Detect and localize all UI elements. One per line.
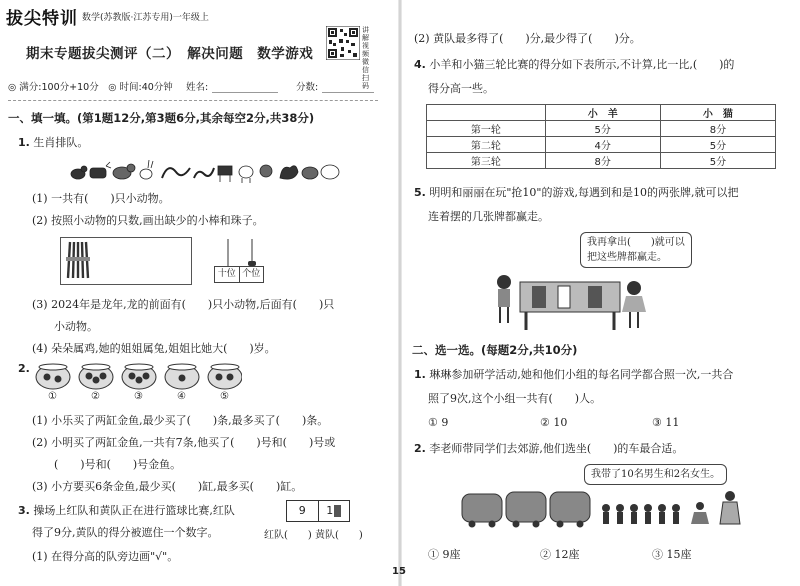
qr-label: 讲解视频 微信扫码 bbox=[362, 26, 369, 90]
tank-label-4: ④ bbox=[177, 391, 186, 402]
c2-line1: 李老师带同学们去郊游,他们选坐( )的车最合适。 bbox=[429, 442, 684, 455]
score-table-header bbox=[427, 105, 776, 121]
fish-tank-3-icon bbox=[122, 364, 156, 389]
c1-option-3[interactable]: ③ 11 bbox=[652, 416, 680, 429]
section-2-heading: 二、选一选。(每题2分,共10分) bbox=[412, 343, 578, 357]
abacus-tens-label: 十位 bbox=[215, 267, 240, 282]
children-icon bbox=[602, 502, 709, 524]
dragon-icon bbox=[162, 168, 190, 178]
q5-line2: 连着摆的几张牌都赢走。 bbox=[428, 210, 549, 223]
q1-part3-line1: (3) 2024年是龙年,龙的前面有( )只小动物,后面有( )只 bbox=[32, 298, 335, 311]
q3-number: 3. bbox=[18, 504, 30, 517]
teacher-icon bbox=[720, 491, 740, 524]
sticks-box bbox=[60, 237, 192, 285]
yellow-team-score: 1 bbox=[326, 504, 334, 517]
bus-9-seat-icon bbox=[462, 494, 502, 527]
score-field[interactable] bbox=[322, 92, 374, 93]
q5-number: 5. bbox=[414, 186, 426, 199]
q3-line1: 操场上红队和黄队正在进行篮球比赛,红队 bbox=[33, 504, 235, 517]
c2-option-2[interactable]: ② 12座 bbox=[540, 548, 580, 561]
q2-part2-line2: ( )号和( )号金鱼。 bbox=[54, 458, 182, 471]
bus-15-seat-icon bbox=[550, 492, 590, 527]
c1-number: 1. bbox=[414, 368, 426, 381]
page-fold bbox=[398, 0, 402, 586]
q1-number: 1. bbox=[18, 136, 30, 149]
cat-score: 8分 bbox=[660, 121, 775, 137]
covered-digit-icon bbox=[334, 505, 341, 517]
c1-option-1[interactable]: ① 9 bbox=[428, 416, 449, 429]
c2-number: 2. bbox=[414, 442, 426, 455]
ox-icon bbox=[90, 162, 111, 178]
score-label: 分数: bbox=[296, 82, 319, 93]
tank-label-5: ⑤ bbox=[220, 391, 229, 402]
name-label: 姓名: bbox=[186, 82, 209, 93]
q4-line1: 小羊和小猫三轮比赛的得分如下表所示,不计算,比一比,( )的 bbox=[429, 58, 735, 71]
q1-stem: 生肖排队。 bbox=[33, 136, 89, 149]
c2-speech-bubble: 我带了10名男生和2名女生。 bbox=[584, 464, 727, 485]
abacus[interactable] bbox=[214, 237, 264, 283]
table-row bbox=[427, 121, 776, 137]
goat-score: 8分 bbox=[545, 153, 660, 169]
q3-part2: (2) 黄队最多得了( )分,最少得了( )分。 bbox=[414, 32, 641, 45]
brand-logo: 拔尖特训 bbox=[6, 9, 78, 29]
left-page bbox=[0, 0, 396, 586]
boy-icon bbox=[497, 275, 511, 323]
score-table-head-empty bbox=[427, 105, 546, 121]
page-number: 15 bbox=[392, 566, 406, 577]
pig-icon bbox=[321, 165, 339, 179]
tank-label-1: ① bbox=[48, 391, 57, 402]
team-answer-line[interactable]: 红队( ) 黄队( ) bbox=[264, 530, 363, 541]
cat-score: 5分 bbox=[660, 153, 775, 169]
q5-bubble-line1: 我再拿出( )就可以 bbox=[587, 237, 685, 248]
q1-part1: (1) 一共有( )只小动物。 bbox=[32, 192, 170, 205]
q1-part4: (4) 朵朵属鸡,她的姐姐属兔,姐姐比她大( )岁。 bbox=[32, 342, 276, 355]
c2-option-3[interactable]: ③ 15座 bbox=[652, 548, 692, 561]
tiger-icon bbox=[113, 164, 135, 179]
mouse-icon bbox=[71, 166, 87, 179]
stick-bundle-icon bbox=[64, 240, 94, 280]
q5-speech-bubble bbox=[580, 232, 692, 268]
abacus-ones-label: 个位 bbox=[242, 269, 261, 279]
score-table bbox=[426, 104, 776, 169]
q5-line1: 明明和丽丽在玩"抢10"的游戏,每遇到和是10的两张牌,就可以把 bbox=[429, 186, 739, 199]
q5-bubble-line2: 把这些牌都赢走。 bbox=[587, 252, 667, 263]
section-1-heading: 一、填一填。(第1题12分,第3题6分,其余每空2分,共38分) bbox=[8, 111, 315, 125]
red-team-score: 9 bbox=[287, 501, 319, 521]
c1-option-2[interactable]: ② 10 bbox=[540, 416, 568, 429]
rooster-icon bbox=[280, 166, 298, 179]
round-label: 第二轮 bbox=[427, 137, 546, 153]
header-divider bbox=[8, 100, 378, 101]
scoreboard bbox=[286, 500, 350, 522]
monkey-icon bbox=[260, 165, 272, 177]
table-row bbox=[427, 137, 776, 153]
bus-12-seat-icon bbox=[506, 492, 546, 527]
table-row bbox=[427, 153, 776, 169]
q2-part3: (3) 小方要买6条金鱼,最少买( )缸,最多买( )缸。 bbox=[32, 480, 303, 493]
dog-icon bbox=[302, 167, 318, 179]
score-table-head-cat: 小 猫 bbox=[660, 105, 775, 121]
q1-part2: (2) 按照小动物的只数,画出缺少的小棒和珠子。 bbox=[32, 214, 264, 227]
q2-part1: (1) 小乐买了两缸金鱼,最少买了( )条,最多买了( )条。 bbox=[32, 414, 329, 427]
card-game-illustration bbox=[492, 268, 652, 334]
q1-part3-line2: 小动物。 bbox=[54, 320, 98, 333]
subject-line: 数学(苏教版·江苏专用)一年级上 bbox=[82, 13, 209, 23]
buses-and-children-illustration bbox=[460, 486, 750, 530]
zodiac-animals-row bbox=[70, 158, 340, 184]
page-title: 期末专题拔尖测评（二） 解决问题 数学游戏 bbox=[26, 46, 314, 62]
name-field[interactable] bbox=[212, 92, 278, 93]
fish-tank-5-icon bbox=[208, 364, 242, 389]
right-page bbox=[404, 0, 800, 586]
round-label: 第三轮 bbox=[427, 153, 546, 169]
q2-part2-line1: (2) 小明买了两缸金鱼,一共有7条,他买了( )号和( )号或 bbox=[32, 436, 336, 449]
fish-tank-1-icon bbox=[36, 364, 70, 389]
cat-score: 5分 bbox=[660, 137, 775, 153]
fish-tanks-row bbox=[32, 362, 242, 404]
score-table-head-goat: 小 羊 bbox=[545, 105, 660, 121]
fish-tank-4-icon bbox=[165, 364, 199, 389]
horse-icon bbox=[218, 166, 232, 182]
goat-score: 5分 bbox=[545, 121, 660, 137]
q3-part1: (1) 在得分高的队旁边画"√"。 bbox=[32, 550, 179, 563]
c1-line1: 琳琳参加研学活动,她和他们小组的每名同学都合照一次,一共合 bbox=[429, 368, 734, 381]
rabbit-icon bbox=[140, 160, 153, 179]
goat-score: 4分 bbox=[545, 137, 660, 153]
q4-number: 4. bbox=[414, 58, 426, 71]
q4-line2: 得分高一些。 bbox=[428, 82, 494, 95]
table-icon bbox=[520, 282, 620, 330]
round-label: 第一轮 bbox=[427, 121, 546, 137]
tank-label-3: ③ bbox=[134, 391, 143, 402]
fish-tank-2-icon bbox=[79, 364, 113, 389]
tank-label-2: ② bbox=[91, 391, 100, 402]
q3-line2: 得了9分,黄队的得分被遮住一个数字。 bbox=[32, 526, 219, 539]
snake-icon bbox=[194, 168, 214, 178]
c2-option-1[interactable]: ① 9座 bbox=[428, 548, 461, 561]
girl-icon bbox=[622, 281, 646, 328]
goat-icon bbox=[239, 166, 253, 183]
qr-code[interactable] bbox=[326, 26, 360, 60]
c1-line2: 照了9次,这个小组一共有( )人。 bbox=[428, 392, 602, 405]
q2-number: 2. bbox=[18, 362, 30, 375]
score-info: ◎ 满分:100分+10分 ◎ 时间:40分钟 bbox=[8, 82, 173, 93]
